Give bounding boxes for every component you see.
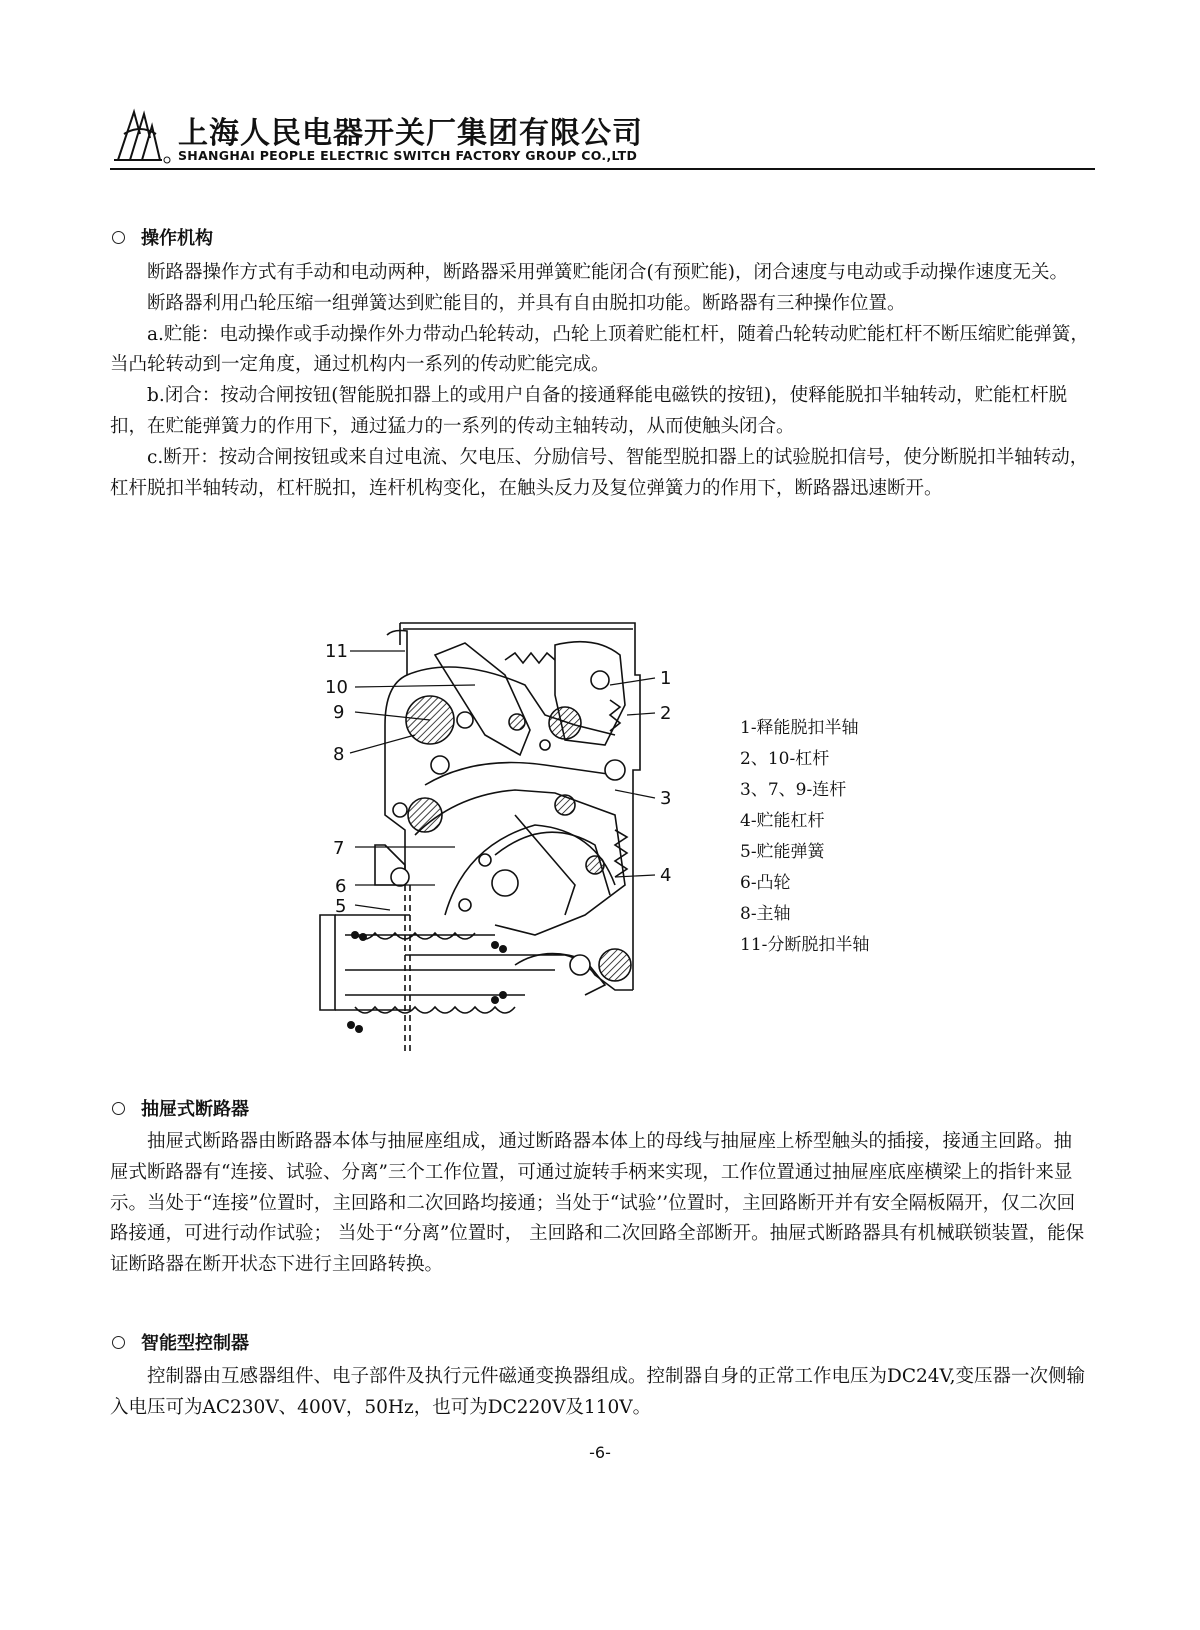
legend-item: 1-释能脱扣半轴: [740, 718, 859, 738]
paragraph: a.贮能：电动操作或手动操作外力带动凸轮转动，凸轮上顶着贮能杠杆，随着凸轮转动贮能杠杆不断压缩贮能弹簧，当凸轮转动到一定角度，通过机构内一系列的传动贮能完成。: [110, 323, 1089, 376]
section-title-drawout-breaker: 抽屉式断路器: [112, 1095, 249, 1121]
company-name-cn: 上海人民电器开关厂集团有限公司: [178, 116, 643, 151]
section-body-drawout-breaker: [110, 1127, 1090, 1281]
diagram-legend: [740, 713, 869, 961]
legend-item: 11-分断脱扣半轴: [740, 935, 870, 955]
page-number: -6-: [589, 1443, 611, 1462]
section-body-intelligent-controller: [110, 1362, 1090, 1424]
legend-item: 6-凸轮: [740, 873, 791, 893]
callout-label: 4: [660, 865, 672, 886]
paragraph: 抽屉式断路器由断路器本体与抽屉座组成，通过断路器本体上的母线与抽屉座上桥型触头的插接，接通主回路。抽屉式断路器有“连接、试验、分离”三个工作位置，可通过旋转手柄来实现，工作位置通过抽屉座底座横梁上的指针来显示。当处于“连接”位置时，主回路和二次回路均接通；当处于“试验’’位置时，主回路断开并有安全隔板隔开，仅二次回路接通，可进行动作试验； 当处于“分离”位置时， 主回路和二次回路全部断开。抽屉式断路器具有机械联锁装置，能保证断路器在断开状态下进行主回路转换。: [110, 1131, 1085, 1276]
callout-label: 2: [660, 703, 672, 724]
paragraph: 断路器操作方式有手动和电动两种，断路器采用弹簧贮能闭合(有预贮能)，闭合速度与电动或手动操作速度无关。: [147, 262, 1068, 283]
section-title-intelligent-controller: 智能型控制器: [112, 1329, 249, 1355]
legend-item: 5-贮能弹簧: [740, 842, 825, 862]
callout-label: 3: [660, 788, 672, 809]
legend-item: 2、10-杠杆: [740, 749, 830, 769]
legend-item: 3、7、9-连杆: [740, 780, 847, 800]
callout-label: 1: [660, 668, 672, 689]
legend-item: 4-贮能杠杆: [740, 811, 825, 831]
header-divider: [110, 168, 1095, 170]
callout-label: 9: [333, 702, 345, 723]
circle-bullet-icon: [112, 1336, 125, 1349]
section-title-operating-mechanism: 操作机构: [112, 224, 213, 250]
mechanism-diagram: [315, 615, 685, 1055]
callout-label: 10: [325, 677, 348, 698]
callout-label: 8: [333, 744, 345, 765]
callout-label: 7: [333, 838, 345, 859]
section-body-operating-mechanism: [110, 258, 1090, 504]
callout-label: 5: [335, 896, 347, 917]
paragraph: b.闭合：按动合闸按钮(智能脱扣器上的或用户自备的接通释能电磁铁的按钮)，使释能脱扣半轴转动，贮能杠杆脱扣，在贮能弹簧力的作用下，通过猛力的一系列的传动主轴转动，从而使触头闭合。: [110, 385, 1068, 437]
callout-label: 6: [335, 876, 347, 897]
circle-bullet-icon: [112, 1102, 125, 1115]
legend-item: 8-主轴: [740, 904, 791, 924]
company-name-en: SHANGHAI PEOPLE ELECTRIC SWITCH FACTORY GROUP CO.,LTD: [178, 148, 638, 163]
page-header: [110, 98, 1095, 170]
paragraph: c.断开：按动合闸按钮或来自过电流、欠电压、分励信号、智能型脱扣器上的试验脱扣信号，使分断脱扣半轴转动，杠杆脱扣半轴转动，杠杆脱扣，连杆机构变化，在触头反力及复位弹簧力的作用下，断路器迅速断开。: [110, 446, 1089, 499]
circle-bullet-icon: [112, 231, 125, 244]
callout-label: 11: [325, 641, 348, 662]
paragraph: 控制器由互感器组件、电子部件及执行元件磁通变换器组成。控制器自身的正常工作电压为DC24V,变压器一次侧输入电压可为AC230V、400V，50Hz，也可为DC220V及110V。: [110, 1366, 1086, 1418]
company-logo-icon: [110, 104, 172, 166]
paragraph: 断路器利用凸轮压缩一组弹簧达到贮能目的，并具有自由脱扣功能。断路器有三种操作位置。: [147, 292, 906, 314]
